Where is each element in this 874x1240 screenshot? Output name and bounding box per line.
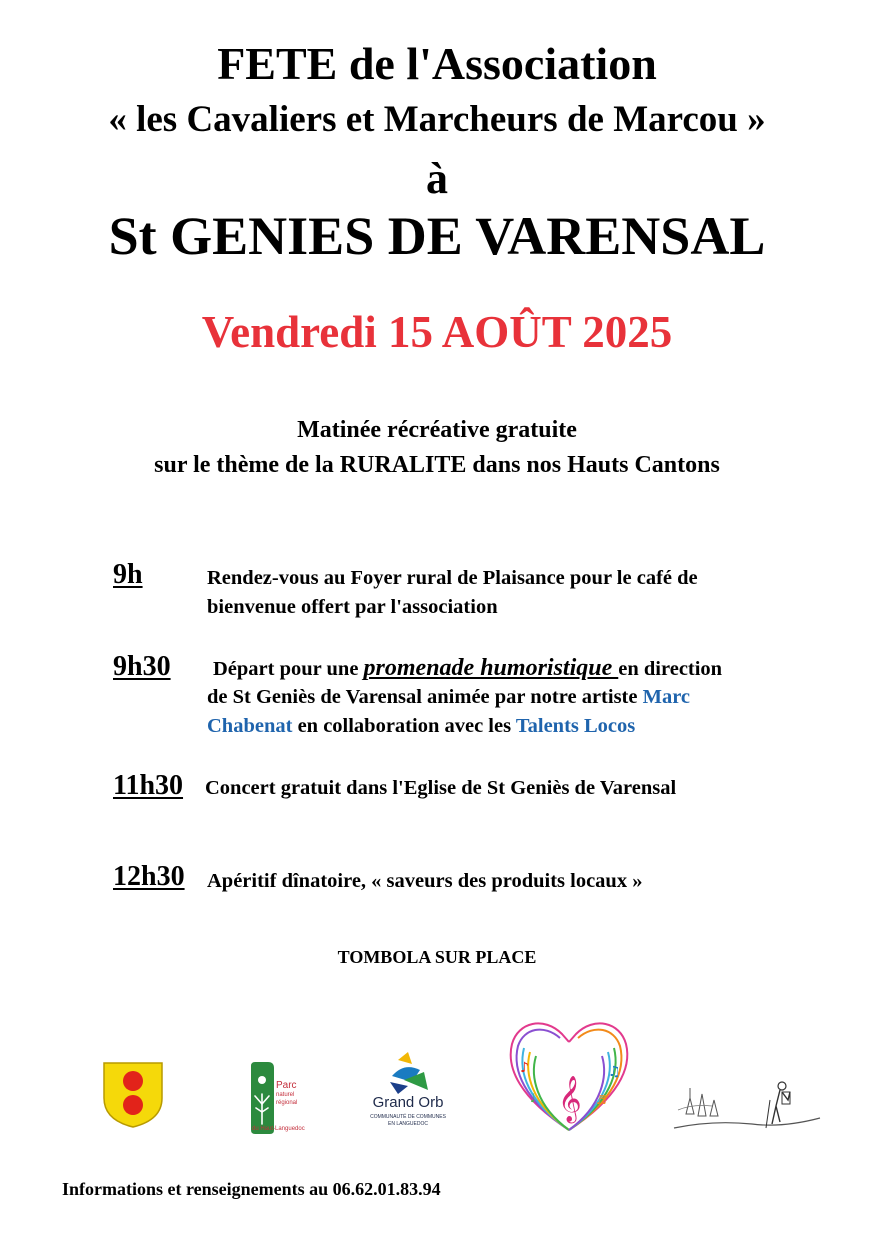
svg-text:♩: ♩ <box>530 1091 536 1105</box>
promenade-emphasis: promenade humoristique <box>363 655 619 681</box>
coat-of-arms-icon <box>100 1060 166 1130</box>
parc-naturel-logo <box>248 1060 310 1136</box>
svg-text:♬: ♬ <box>596 1093 607 1107</box>
schedule-description <box>207 683 690 712</box>
grand-orb-name: Grand Orb <box>372 1094 444 1111</box>
schedule-text: Départ pour une <box>213 658 364 680</box>
artist-name: Chabenat <box>207 715 293 737</box>
schedule-description: Apéritif dînatoire, « saveurs des produits locaux » <box>207 870 643 892</box>
subtitle-line-1: Matinée récréative gratuite <box>297 417 577 443</box>
grand-orb-tagline: COMMUNAUTÉ DE COMMUNES <box>370 1114 446 1120</box>
tombola-notice: TOMBOLA SUR PLACE <box>337 947 537 967</box>
grand-orb-tagline: EN LANGUEDOC <box>387 1121 428 1127</box>
parc-label: Parc <box>276 1080 297 1091</box>
schedule-text: en collaboration avec les <box>292 715 516 737</box>
event-date: Vendredi 15 AOÛT 2025 <box>201 307 673 357</box>
svg-text:♫: ♫ <box>608 1064 621 1080</box>
music-heart-icon <box>500 1012 638 1136</box>
schedule-time: 11h30 <box>113 770 184 801</box>
subtitle-line-2: sur le thème de la RURALITE dans nos Hauts Cantons <box>154 452 720 478</box>
contact-info: Informations et renseignements au 06.62.01.83.94 <box>62 1179 441 1199</box>
schedule-description: bienvenue offert par l'association <box>207 596 498 618</box>
parc-label: régional <box>276 1100 298 1106</box>
schedule-text: en direction <box>618 658 723 680</box>
parc-label: naturel <box>276 1092 295 1098</box>
hiker-sketch-icon <box>672 1070 822 1136</box>
schedule-description: Concert gratuit dans l'Eglise de St Geniès de Varensal <box>205 777 677 799</box>
schedule-time: 9h30 <box>113 651 171 682</box>
event-location: St GENIES DE VARENSAL <box>108 206 766 266</box>
schedule-description: Rendez-vous au Foyer rural de Plaisance pour le café de <box>207 567 698 589</box>
schedule-time: 12h30 <box>113 861 185 892</box>
grand-orb-logo <box>368 1050 448 1138</box>
association-name: « les Cavaliers et Marcheurs de Marcou » <box>108 99 766 140</box>
schedule-description <box>207 712 635 741</box>
svg-text:𝄞: 𝄞 <box>558 1076 582 1122</box>
artist-name: Marc <box>642 686 691 708</box>
talents-locos-name: Talents Locos <box>515 715 636 737</box>
svg-text:♪: ♪ <box>520 1060 529 1076</box>
title-preposition: à <box>426 154 448 203</box>
event-title: FETE de l'Association <box>217 38 657 89</box>
schedule-time: 9h <box>113 559 143 590</box>
schedule-description <box>213 654 722 684</box>
parc-label: du Haut-Languedoc <box>252 1126 305 1132</box>
schedule-text: de St Geniès de Varensal animée par notre artiste <box>207 686 643 708</box>
